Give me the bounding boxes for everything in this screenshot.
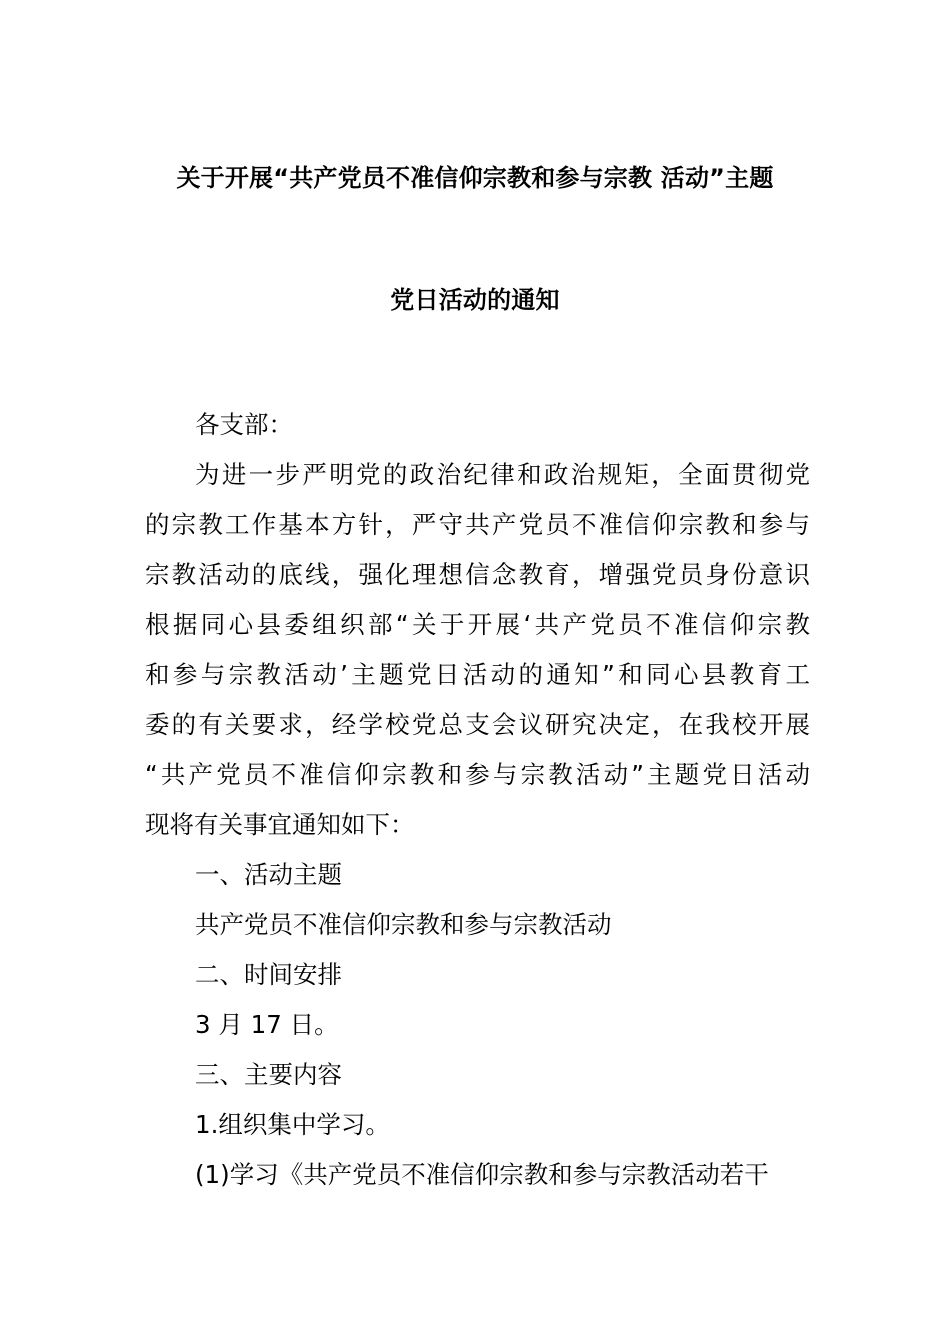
section-content-date: 3 月 17 日。 (195, 1010, 339, 1039)
section-heading-content: 三、主要内容 (195, 1060, 342, 1089)
document-title-line-2: 党日活动的通知 (390, 286, 560, 314)
salutation: 各支部： (195, 410, 293, 439)
paragraph-line: 和参与宗教活动’主题党日活动的通知”和同心县教育工 (145, 660, 810, 689)
paragraph-line: 宗教活动的底线，强化理想信念教育，增强党员身份意识 (145, 560, 810, 589)
document-title-line-1: 关于开展“共产党员不准信仰宗教和参与宗教 活动”主题 (176, 164, 774, 192)
list-item-1-1: (1)学习《共产党员不准信仰宗教和参与宗教活动若干 (195, 1160, 769, 1189)
paragraph-line: 根据同心县委组织部“关于开展‘共产党员不准信仰宗教 (145, 610, 810, 639)
section-heading-theme: 一、活动主题 (195, 860, 342, 889)
section-content-theme: 共产党员不准信仰宗教和参与宗教活动 (195, 910, 612, 939)
paragraph-line: 的宗教工作基本方针，严守共产党员不准信仰宗教和参与 (145, 510, 810, 539)
document-body (145, 400, 810, 1200)
section-heading-schedule: 二、时间安排 (195, 960, 342, 989)
list-item-1: 1.组织集中学习。 (195, 1110, 390, 1139)
paragraph-line: “共产党员不准信仰宗教和参与宗教活动”主题党日活动 (145, 760, 810, 789)
paragraph-line: 现将有关事宜通知如下： (145, 810, 415, 839)
paragraph-line: 委的有关要求，经学校党总支会议研究决定，在我校开展 (145, 710, 810, 739)
paragraph-line: 为进一步严明党的政治纪律和政治规矩，全面贯彻党 (195, 460, 810, 489)
